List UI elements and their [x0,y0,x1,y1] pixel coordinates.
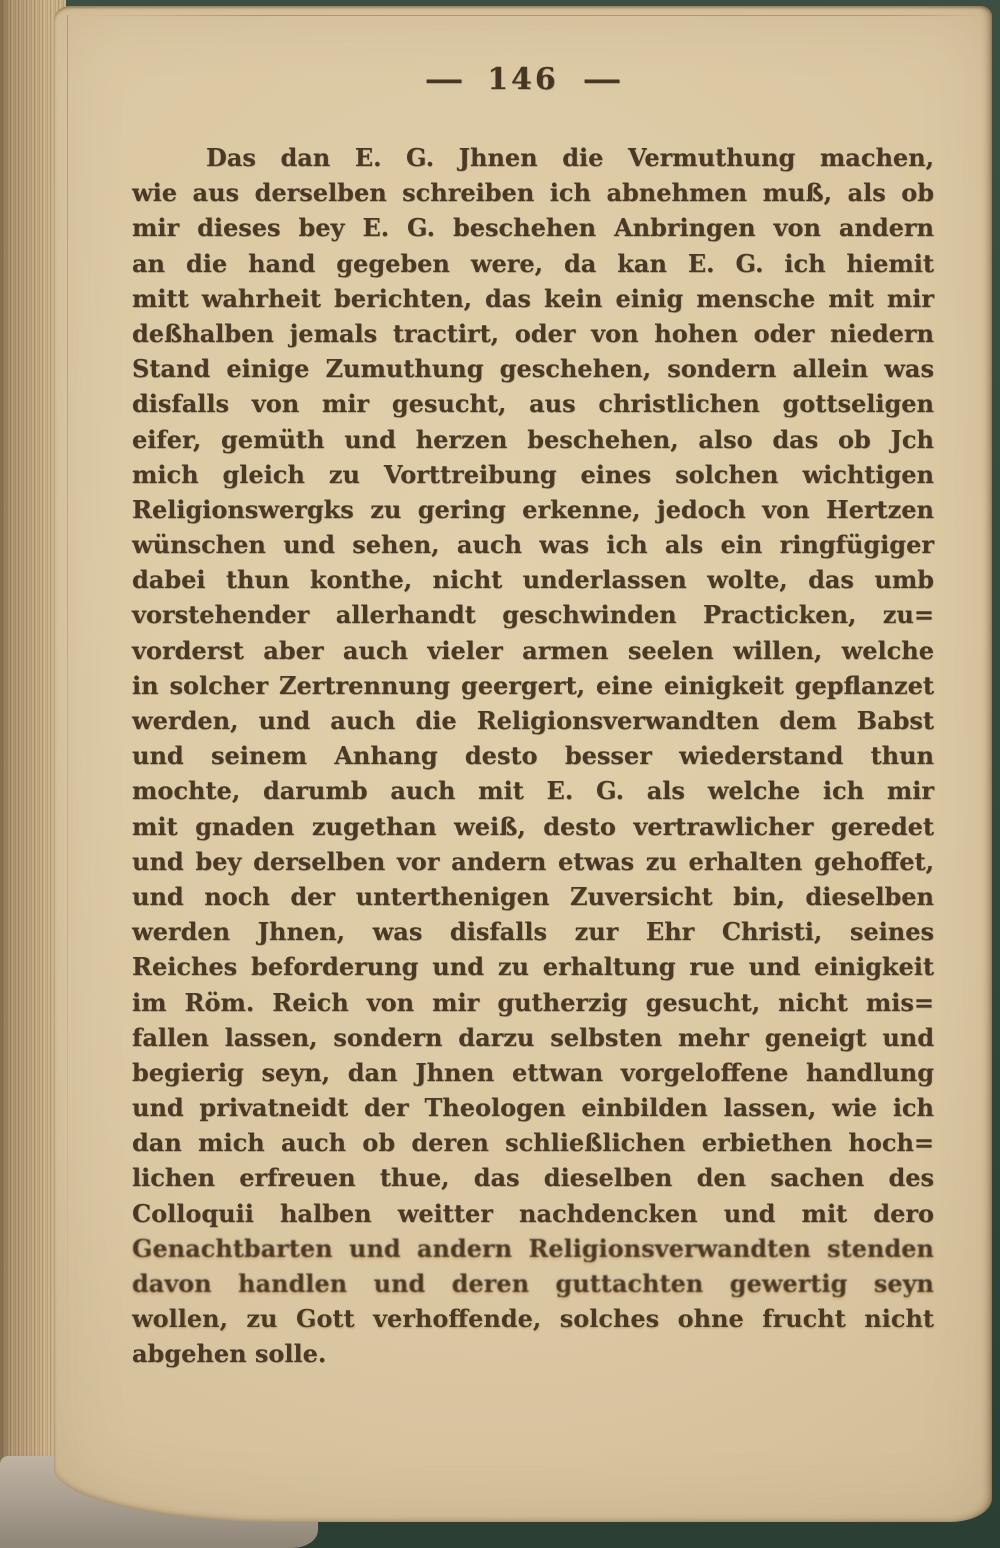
text-line: begierig seyn, dan Jhnen ettwan vorgeloffene handlung [132,1057,934,1087]
text-line: mochte, darumb auch mit E. G. als welche ich mir [132,776,934,806]
book-page [54,6,992,1522]
header-left-dash: — [424,62,464,97]
page-header [54,62,992,97]
text-line: und bey derselben vor andern etwas zu erhalten gehoffet, [132,846,934,876]
text-line: deßhalben jemals tractirt, oder von hohen oder niedern [132,318,934,348]
text-line: vorderst aber auch vieler armen seelen willen, welche [132,635,934,665]
text-line: und noch der unterthenigen Zuversicht bin, dieselben [132,881,934,911]
text-line: werden, und auch die Religionsverwandten dem Babst [132,706,934,735]
text-line: Religionswergks zu gering erkenne, jedoch von Hertzen [132,494,934,524]
text-line: wie aus derselben schreiben ich abnehmen muß, als ob [132,178,934,208]
text-line: wünschen und sehen, auch was ich als ein ringfügiger [132,530,934,560]
text-line: in solcher Zertrennung geergert, eine einigkeit gepflanzet [132,670,934,700]
text-line: Genachtbarten und andern Religionsverwandten stenden [132,1233,934,1263]
text-line: fallen lassen, sondern darzu selbsten mehr geneigt und [132,1022,934,1052]
header-right-dash: — [582,62,622,97]
text-line: mitt wahrheit berichten, das kein einig mensche mit mir [132,283,934,313]
text-line: mich gleich zu Vorttreibung eines solchen wichtigen [132,459,934,489]
text-line: davon handlen und deren guttachten gewertig seyn [132,1269,934,1298]
text-line: eifer, gemüth und herzen beschehen, also das ob Jch [132,424,934,454]
text-line: Colloquii halben weitter nachdencken und mit dero [132,1198,934,1228]
text-line: vorstehender allerhandt geschwinden Practicken, zu= [132,600,934,630]
text-line: mit gnaden zugethan weiß, desto vertrawlicher geredet [132,811,934,841]
text-line: lichen erfreuen thue, das dieselben den sachen des [132,1163,934,1193]
text-line: mir dieses bey E. G. beschehen Anbringen von andern [132,213,934,243]
text-line: an die hand gegeben were, da kan E. G. ich hiemit [132,248,934,278]
text-line: Reiches beforderung und zu erhaltung rue und einigkeit [132,952,934,982]
text-line: disfalls von mir gesucht, aus christlichen gottseligen [132,389,934,419]
text-line: werden Jhnen, was disfalls zur Ehr Christi, seines [132,917,934,947]
underlying-page-edge-top [80,15,986,16]
text-line: wollen, zu Gott verhoffende, solches ohne frucht nicht [132,1304,934,1334]
underlying-page-edge-left [67,15,68,1455]
text-line: und seinem Anhang desto besser wiederstand thun [132,741,934,771]
body-text [132,140,934,1372]
text-line: und privatneidt der Theologen einbilden lassen, wie ich [132,1093,934,1123]
page-number: 146 [487,62,559,97]
text-line: Stand einige Zumuthung geschehen, sondern allein was [132,354,934,384]
text-line: dabei thun konthe, nicht underlassen wolte, das umb [132,565,934,595]
text-line: im Röm. Reich von mir gutherzig gesucht, nicht mis= [132,987,934,1017]
text-line: abgehen solle. [132,1339,327,1369]
text-line: dan mich auch ob deren schließlichen erbiethen hoch= [132,1128,934,1158]
text-line: Das dan E. G. Jhnen die Vermuthung machen, [206,143,934,172]
